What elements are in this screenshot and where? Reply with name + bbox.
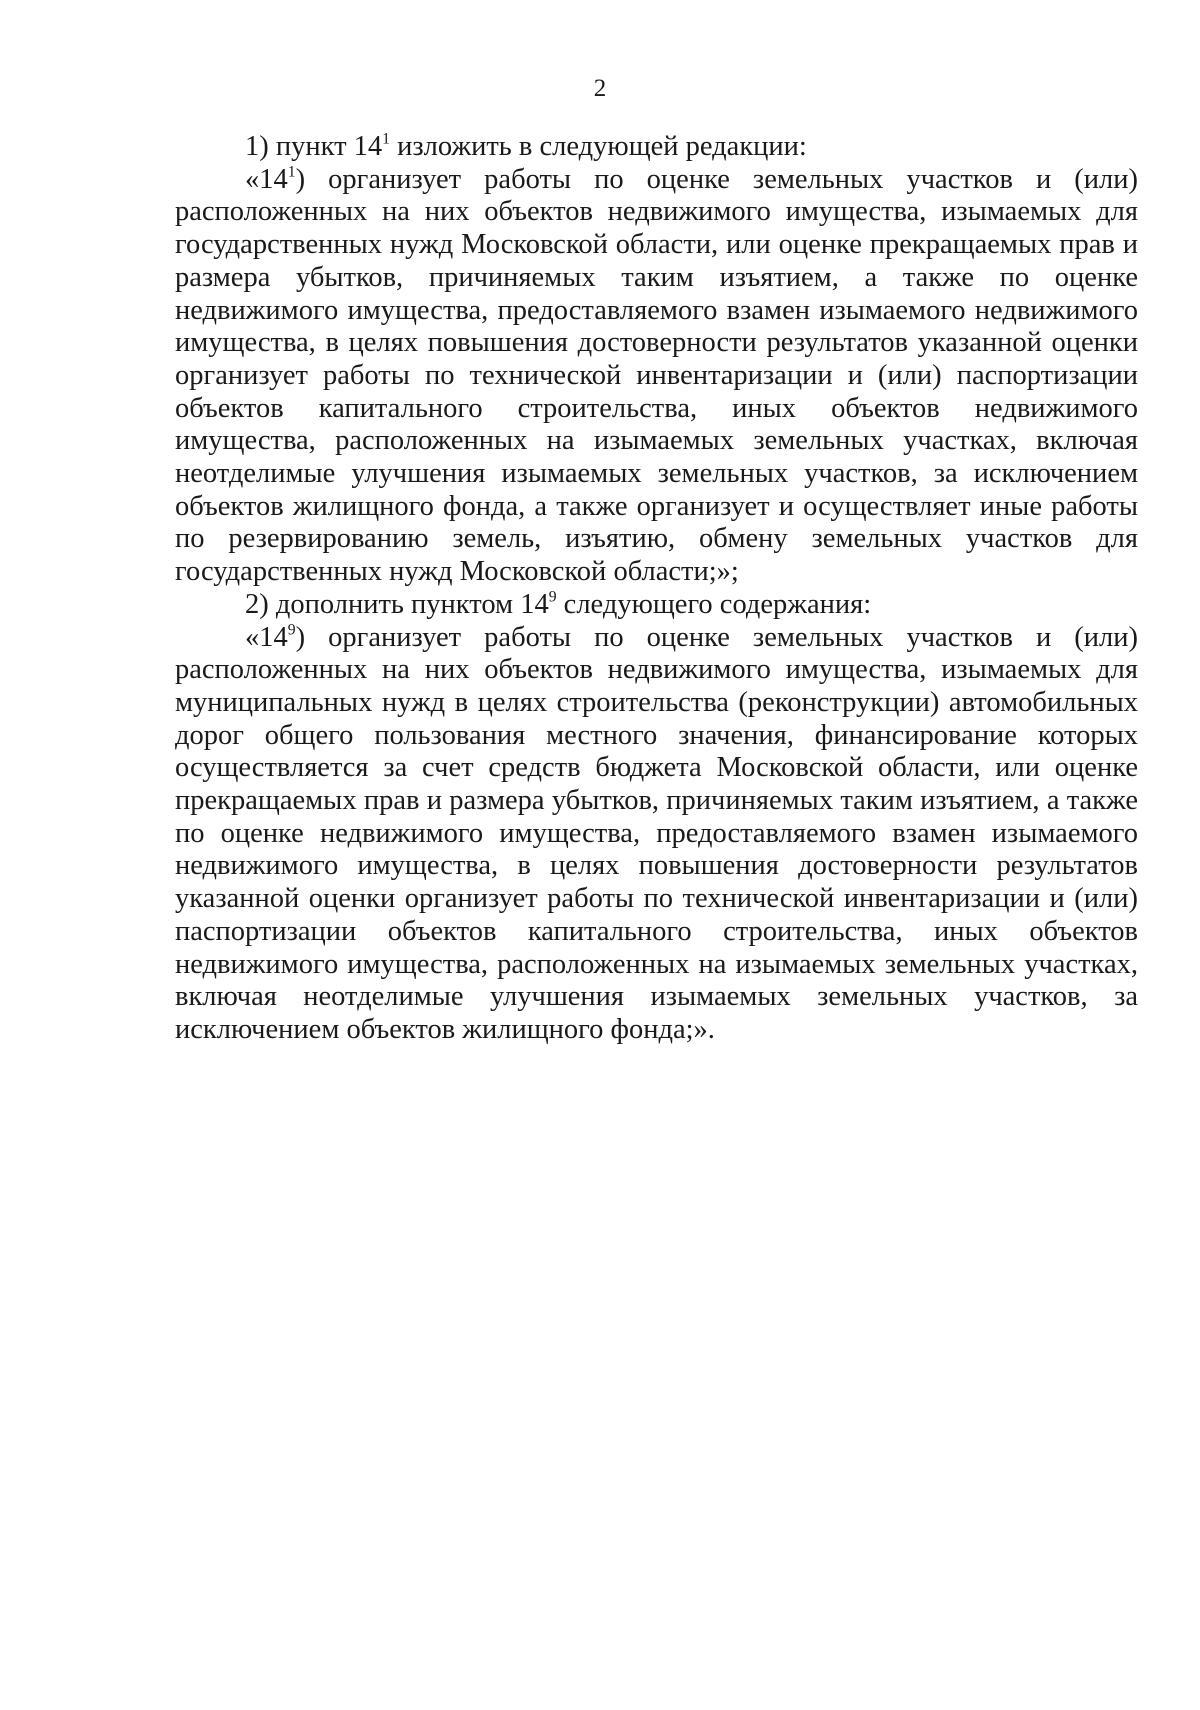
item-2-heading-prefix: 2) дополнить пунктом 14 bbox=[245, 588, 549, 620]
item-1-heading-suffix: изложить в следующей редакции: bbox=[390, 131, 807, 162]
item-2-heading-superscript: 9 bbox=[548, 588, 557, 606]
item-2-body-open: «14 bbox=[245, 621, 288, 653]
item-1-heading bbox=[175, 131, 1138, 164]
page-number: 2 bbox=[593, 75, 607, 102]
item-1-body bbox=[175, 164, 1138, 589]
item-2-heading bbox=[175, 589, 1138, 622]
item-2-body-superscript: 9 bbox=[287, 620, 296, 638]
item-2-heading-suffix: следующего содержания: bbox=[556, 588, 872, 620]
item-1-body-superscript: 1 bbox=[287, 162, 296, 180]
item-1-body-open: «14 bbox=[245, 163, 288, 195]
item-2-body bbox=[175, 622, 1138, 1047]
item-1-heading-prefix: 1) пункт 14 bbox=[245, 131, 383, 162]
item-1-body-text: ) организует работы по оценке земельных участков и (или) расположенных на них объектов недвижимого имущества, изымаемых для государственных нужд Московской области, или оценке прекращаемых прав и размера убытков, причиняемых таким изъятием, а также по оценке недвижимого имущества, предоставляемого взамен изымаемого недвижимого имущества, в целях повышения достоверности результатов указанной оценки организует работы по технической инвентаризации и (или) паспортизации объектов капитального строительства, иных объектов недвижимого имущества, расположенных на изымаемых земельных участках, включая неотделимые улучшения изымаемых земельных участков, за исключением объектов жилищного фонда, а также организует и осуществляет иные работы по резервированию земель, изъятию, обмену земельных участков для государственных нужд Московской области;»; bbox=[175, 163, 1138, 588]
document-body bbox=[175, 131, 1138, 1047]
item-1-heading-superscript: 1 bbox=[382, 130, 390, 148]
item-2-body-text: ) организует работы по оценке земельных участков и (или) расположенных на них объектов недвижимого имущества, изымаемых для муниципальных нужд в целях строительства (реконструкции) автомобильных дорог общего пользования местного значения, финансирование которых осуществляется за счет средств бюджета Московской области, или оценке прекращаемых прав и размера убытков, причиняемых таким изъятием, а также по оценке недвижимого имущества, предоставляемого взамен изымаемого недвижимого имущества, в целях повышения достоверности результатов указанной оценки организует работы по технической инвентаризации и (или) паспортизации объектов капитального строительства, иных объектов недвижимого имущества, расположенных на изымаемых земельных участках, включая неотделимые улучшения изымаемых земельных участков, за исключением объектов жилищного фонда;». bbox=[175, 621, 1138, 1045]
